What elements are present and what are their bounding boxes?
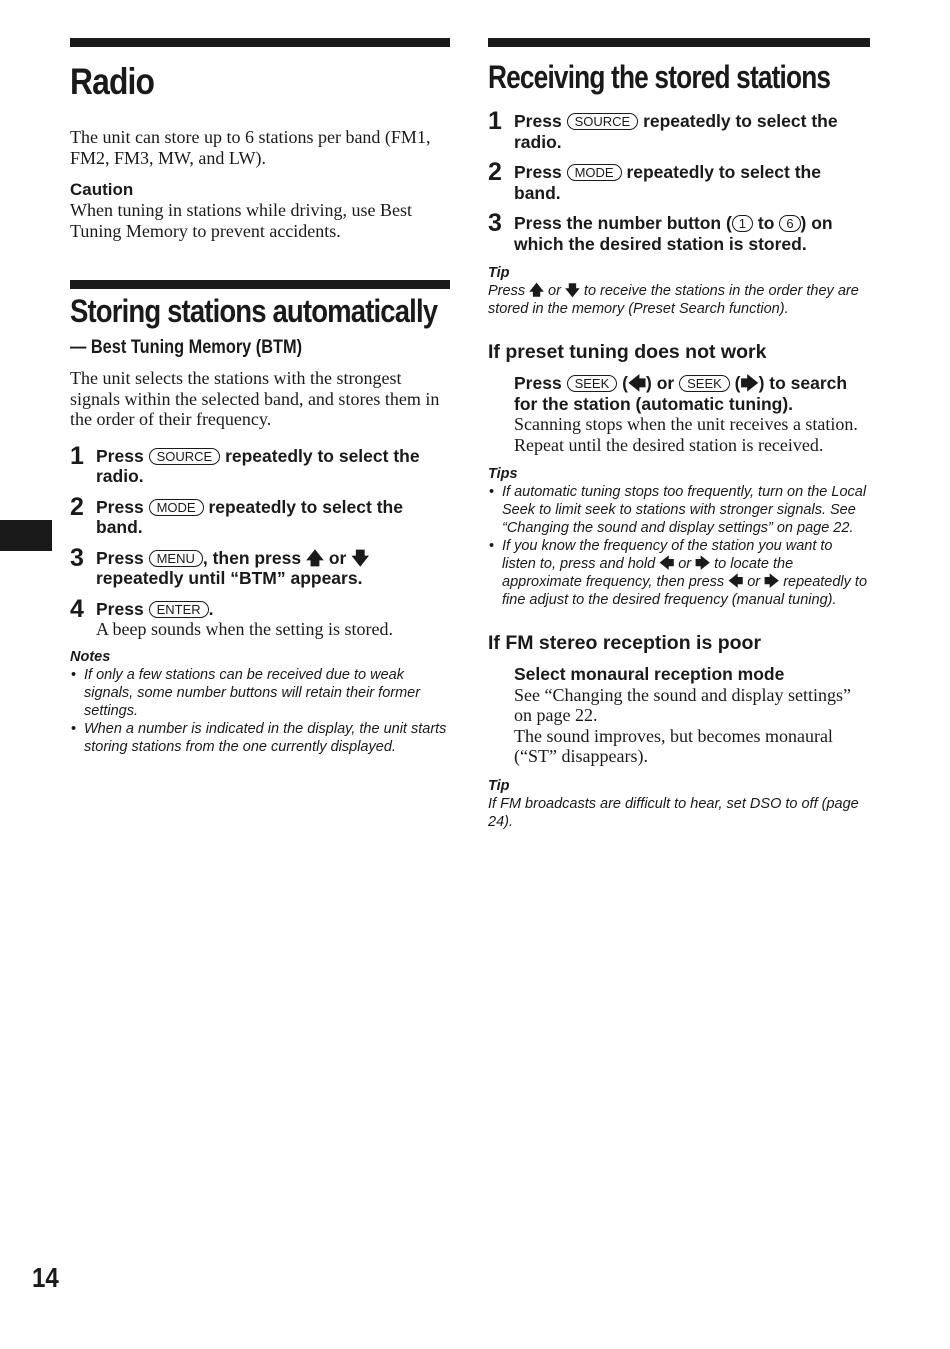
caution-text: When tuning in stations while driving, use Best Tuning Memory to prevent accidents. — [70, 200, 412, 241]
storing-subtitle: — Best Tuning Memory (BTM) — [70, 337, 303, 358]
storing-step-2: 2 Press MODE repeatedly to select the band. — [70, 492, 403, 537]
storing-step-4: 4 Press ENTER . A beep sounds when the setting is stored. — [70, 599, 450, 640]
tip-heading: Tip — [488, 265, 510, 281]
storing-step-1: 1 Press SOURCE repeatedly to select the radio. — [70, 441, 420, 486]
seek-key: SEEK — [679, 375, 730, 392]
right-arrow-icon: 🡆 — [695, 556, 711, 572]
enter-key: ENTER — [149, 601, 209, 618]
right-arrow-icon: 🡆 — [740, 373, 759, 393]
page-number: 14 — [32, 1262, 59, 1293]
step-number: 1 — [488, 107, 502, 135]
down-arrow-icon: 🡇 — [564, 283, 580, 299]
receiving-step-1: 1 Press SOURCE repeatedly to select the radio. — [488, 107, 838, 152]
right-arrow-icon: 🡆 — [764, 574, 780, 590]
step-number: 4 — [70, 594, 84, 623]
right-column — [488, 0, 870, 831]
fm-body-1: See “Changing the sound and display settings” on page 22. — [514, 684, 851, 725]
up-arrow-icon: 🡅 — [529, 283, 545, 299]
notes-list — [70, 666, 450, 756]
receiving-step-2: 2 Press MODE repeatedly to select the band. — [488, 158, 821, 203]
section-tab-marker — [0, 520, 52, 551]
step-number: 1 — [70, 441, 84, 470]
tip-item: • If you know the frequency of the station you want to listen to, press and hold 🡄 or 🡆 to locate the approximate frequency, then press 🡄 or 🡆 repeatedly to fine adjust to the desired frequency (manual tuning). — [488, 537, 870, 609]
tip-item: • If automatic tuning stops too frequently, turn on the Local Seek to limit seek to stations with stronger signals. See “Changing the sound and display settings” on page 22. — [488, 483, 870, 537]
preset-body: Scanning stops when the unit receives a station. Repeat until the desired station is received. — [514, 414, 858, 455]
tip-text-2: If FM broadcasts are difficult to hear, set DSO to off (page 24). — [488, 795, 859, 830]
radio-title: Radio — [70, 61, 155, 102]
step-4-result: A beep sounds when the setting is stored. — [96, 619, 393, 639]
tip-heading-2: Tip — [488, 777, 510, 794]
left-arrow-icon: 🡄 — [627, 373, 647, 393]
fm-instructions — [488, 664, 870, 767]
source-key: SOURCE — [567, 113, 639, 130]
fm-heading: If FM stereo reception is poor — [488, 632, 762, 654]
section-rule — [70, 38, 450, 47]
storing-title: Storing stations automatically — [70, 293, 438, 329]
seek-key: SEEK — [567, 375, 618, 392]
number-key-6: 6 — [779, 215, 800, 232]
step-number: 2 — [70, 492, 84, 521]
down-arrow-icon: 🡇 — [351, 547, 370, 568]
note-item: • If only a few stations can be received due to weak signals, some number buttons will retain their former settings. — [70, 666, 450, 720]
fm-mode: Select monaural reception mode — [514, 664, 785, 684]
tips-heading: Tips — [488, 466, 518, 482]
number-key-1: 1 — [732, 215, 753, 232]
receiving-title: Receiving the stored stations — [488, 59, 831, 95]
menu-key: MENU — [149, 550, 203, 567]
left-arrow-icon: 🡄 — [728, 574, 744, 590]
storing-intro: The unit selects the stations with the strongest signals within the selected band, and stores them in the order of their frequency. — [70, 368, 440, 429]
note-item: • When a number is indicated in the display, the unit starts storing stations from the one currently displayed. — [70, 720, 450, 756]
tip-text: Press 🡅 or 🡇 to receive the stations in the order they are stored in the memory (Preset Search function). — [488, 283, 859, 317]
left-arrow-icon: 🡄 — [659, 556, 675, 572]
receiving-step-3: 3 Press the number button ( 1 to 6 ) on which the desired station is stored. — [488, 209, 833, 254]
caution-heading: Caution — [70, 180, 134, 199]
mode-key: MODE — [149, 499, 204, 516]
source-key: SOURCE — [149, 448, 221, 465]
step-number: 3 — [70, 543, 84, 572]
section-rule — [70, 280, 450, 289]
step-number: 3 — [488, 209, 502, 237]
step-number: 2 — [488, 158, 502, 186]
preset-heading: If preset tuning does not work — [488, 341, 767, 363]
radio-intro: The unit can store up to 6 stations per band (FM1, FM2, FM3, MW, and LW). — [70, 127, 431, 168]
section-rule — [488, 38, 870, 47]
fm-body-2: The sound improves, but becomes monaural (“ST” disappears). — [514, 725, 833, 766]
left-column — [70, 0, 450, 756]
tips-list — [488, 483, 870, 609]
up-arrow-icon: 🡅 — [305, 547, 324, 568]
mode-key: MODE — [567, 164, 622, 181]
notes-heading: Notes — [70, 648, 111, 665]
preset-instructions: Press SEEK (🡄) or SEEK (🡆) to search for the station (automatic tuning). Scanning stops when the unit receives a station. Repeat until the desired station is received. — [488, 373, 870, 455]
storing-step-3: 3 Press MENU , then press 🡅 or 🡇 repeatedly until “BTM” appears. — [70, 543, 370, 588]
